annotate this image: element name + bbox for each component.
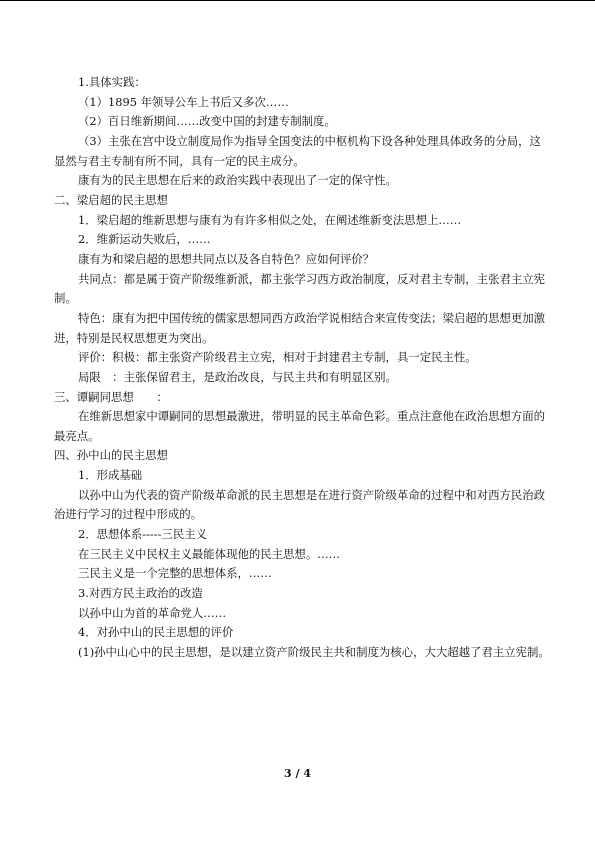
paragraph-line: 康有为的民主思想在后来的政治实践中表现出了一定的保守性。 (78, 173, 397, 188)
paragraph-line: 4．对孙中山的民主思想的评价 (78, 625, 234, 640)
section-heading: 二、梁启超的民主思想 (54, 192, 168, 207)
paragraph-line: 1．梁启超的维新思想与康有为有许多相似之处，在阐述维新变法思想上…… (78, 212, 462, 227)
paragraph-line: （2）百日维新期间……改变中国的封建专制制度。 (78, 114, 336, 129)
paragraph-line: 特色：康有为把中国传统的儒家思想同西方政治学说相结合来宣传变法；梁启超的思想更加激进，特别是民权思想更为突出。 (54, 310, 546, 345)
paragraph-line: 1.具体实践： (78, 75, 146, 89)
paragraph-line: 局限 ：主张保留君主，是政治改良，与民主共和有明显区别。 (78, 369, 397, 384)
section-heading: 三、谭嗣同思想 ： (54, 389, 168, 404)
top-rule (0, 0, 595, 1)
page-number: 3 / 4 (284, 767, 311, 780)
section-heading: 四、孙中山的民主思想 (54, 448, 168, 463)
paragraph-line: 以孙中山为代表的资产阶级革命派的民主思想是在进行资产阶级革命的过程中和对西方民治政治进行学习的过程中形成的。 (54, 487, 546, 522)
paragraph-line: 2．维新运动失败后，…… (78, 232, 211, 247)
paragraph-line: 评价：积极：都主张资产阶级君主立宪，相对于封建君主专制，具一定民主性。 (78, 350, 477, 365)
document-body (54, 73, 552, 663)
paragraph-line: （1）1895 年领导公车上书后又多次…… (78, 94, 289, 109)
paragraph-line: 三民主义是一个完整的思想体系，…… (78, 566, 272, 581)
paragraph-line: 在维新思想家中谭嗣同的思想最激进，带明显的民主革命色彩。重点注意他在政治思想方面的最亮点。 (54, 409, 546, 443)
paragraph-line: （3）主张在宫中设立制度局作为指导全国变法的中枢机构下设各种处理具体政务的分局，这显然与君主专制有所不同，具有一定的民主成分。 (54, 133, 541, 168)
paragraph-line: 共同点：都是属于资产阶级维新派，都主张学习西方政治制度，反对君主专制，主张君主立宪制。 (54, 271, 546, 306)
paragraph-line: 以孙中山为首的革命党人…… (78, 605, 227, 620)
paragraph-line: (1)孙中山心中的民主思想，是以建立资产阶级民主共和制度为核心，大大超越了君主立宪制。 (78, 645, 550, 660)
paragraph-line: 2．思想体系-----三民主义 (78, 527, 208, 542)
paragraph-line: 1．形成基础 (78, 468, 143, 483)
paragraph-line: 在三民主义中民权主义最能体现他的民主思想。…… (78, 546, 340, 561)
paragraph-line: 3.对西方民主政治的改造 (78, 586, 203, 601)
paragraph-line: 康有为和梁启超的思想共同点以及各自特色？应如何评价？ (78, 251, 375, 266)
